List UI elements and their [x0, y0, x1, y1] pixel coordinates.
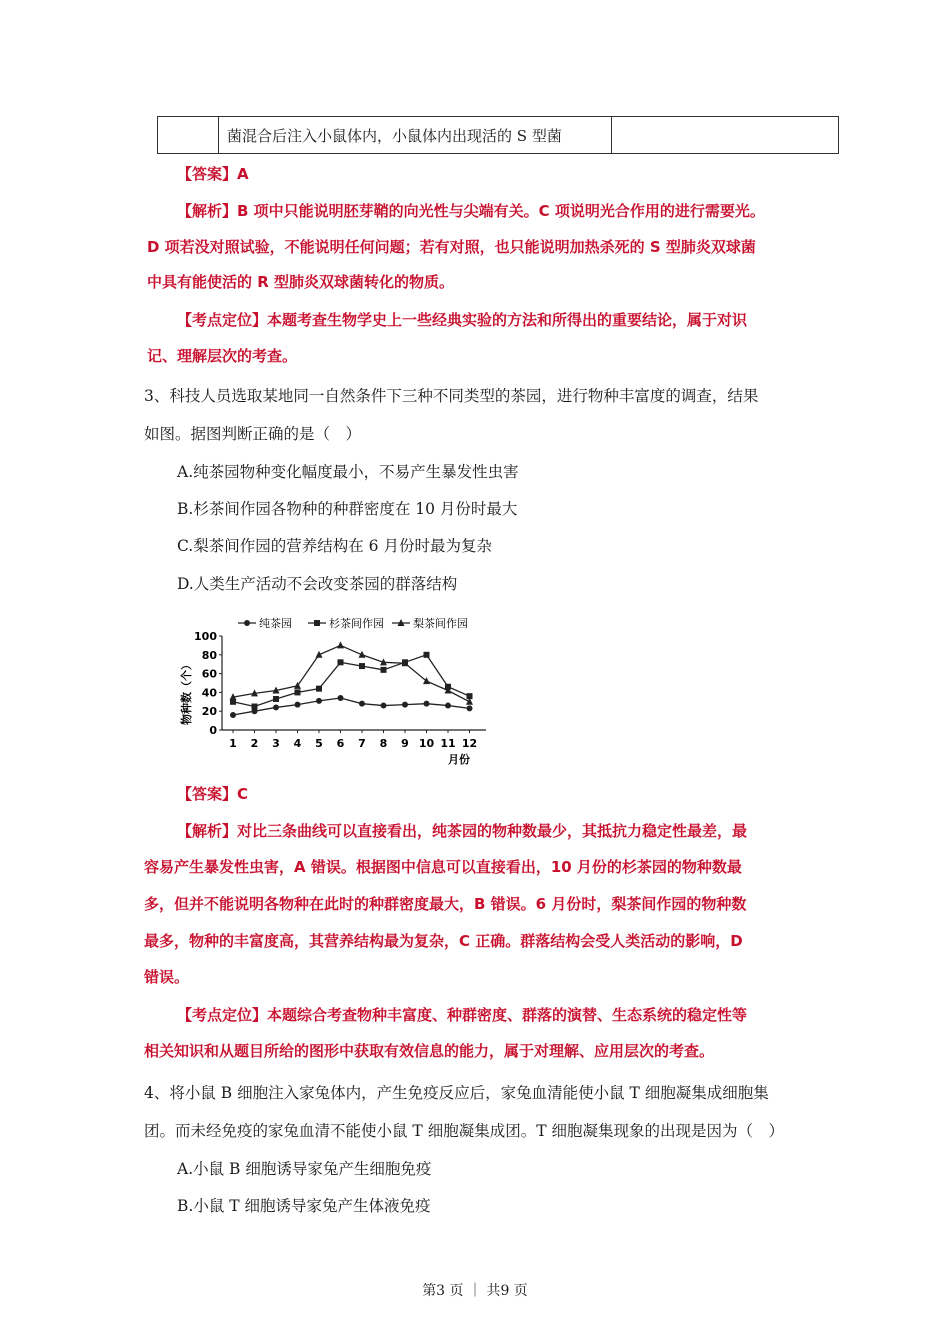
y-tick-label: 100: [194, 630, 217, 643]
x-tick-label: 11: [440, 737, 456, 750]
q3-point-line-1: 【考点定位】本题综合考查物种丰富度、种群密度、群落的演替、生态系统的稳定性等: [177, 1006, 748, 1024]
q3-answer: 【答案】C: [177, 785, 249, 803]
data-point: [295, 702, 301, 708]
q3-stem-line-1: 3、科技人员选取某地同一自然条件下三种不同类型的茶园，进行物种丰富度的调查，结果: [144, 387, 759, 405]
data-point: [381, 703, 387, 709]
data-point: [424, 652, 430, 658]
series-line: [233, 698, 470, 715]
q3-analysis-line-2: 容易产生暴发性虫害，A 错误。根据图中信息可以直接看出，10 月份的杉茶园的物种数最: [144, 858, 742, 876]
data-point: [402, 702, 408, 708]
data-point: [314, 620, 320, 626]
q3-option-a: A.纯茶园物种变化幅度最小，不易产生暴发性虫害: [177, 463, 519, 481]
q3-analysis-line-1: 【解析】对比三条曲线可以直接看出，纯茶园的物种数最少，其抵抗力稳定性最差，最: [177, 822, 748, 840]
q2-analysis-line-3: 中具有能使活的 R 型肺炎双球菌转化的物质。: [147, 273, 454, 291]
q3-stem-line-2: 如图。据图判断正确的是（ ）: [144, 425, 362, 443]
y-tick-label: 60: [201, 667, 217, 681]
y-tick-label: 0: [209, 724, 217, 737]
x-tick-label: 1: [229, 737, 237, 750]
q4-stem-line-1: 4、将小鼠 B 细胞注入家兔体内，产生免疫反应后，家兔血清能使小鼠 T 细胞凝集成细胞集: [144, 1084, 769, 1102]
chart-series-group: [230, 641, 474, 718]
q4-option-a: A.小鼠 B 细胞诱导家兔产生细胞免疫: [177, 1160, 432, 1178]
data-point: [424, 701, 430, 707]
table-cell-content: 菌混合后注入小鼠体内，小鼠体内出现活的 S 型菌: [219, 117, 612, 154]
x-tick-label: 4: [293, 737, 302, 750]
q3-option-c: C.梨茶间作园的营养结构在 6 月份时最为复杂: [177, 537, 492, 555]
q2-point-line-1: 【考点定位】本题考查生物学史上一些经典实验的方法和所得出的重要结论，属于对识: [177, 311, 748, 329]
data-point: [359, 701, 365, 707]
data-point: [273, 696, 279, 702]
q2-analysis-line-2: D 项若没对照试验，不能说明任何问题；若有对照，也只能说明加热杀死的 S 型肺炎双球菌: [147, 238, 756, 256]
q3-option-b: B.杉茶间作园各物种的种群密度在 10 月份时最大: [177, 500, 518, 518]
data-point: [423, 677, 430, 684]
chart-xlabel: 月份: [448, 753, 470, 766]
q3-analysis-line-3: 多，但并不能说明各物种在此时的种群密度最大，B 错误。6 月份时，梨茶间作园的物种数: [144, 895, 747, 913]
x-tick-label: 6: [336, 737, 345, 750]
table-cell-empty: [612, 117, 839, 154]
data-point: [381, 667, 387, 673]
data-point: [359, 663, 365, 669]
series-line: [233, 655, 470, 707]
page-footer: 第3 页 ｜ 共9 页: [422, 1283, 528, 1299]
carryover-table: [157, 116, 839, 154]
x-tick-label: 3: [272, 737, 280, 750]
table-cell-empty: [158, 117, 219, 154]
x-tick-label: 10: [418, 737, 435, 750]
legend-label: 梨茶间作园: [413, 617, 468, 630]
data-point: [273, 704, 279, 710]
species-chart: [180, 608, 500, 770]
data-point: [445, 703, 451, 709]
y-tick-label: 40: [201, 686, 217, 700]
data-point: [295, 689, 301, 695]
x-tick-label: 2: [250, 737, 259, 750]
table-row: [158, 117, 839, 154]
series-3: [230, 641, 474, 704]
q2-analysis-line-1: 【解析】B 项中只能说明胚芽鞘的向光性与尖端有关。C 项说明光合作用的进行需要光。: [177, 202, 765, 220]
q3-option-d: D.人类生产活动不会改变茶园的群落结构: [177, 575, 458, 593]
legend-label: 杉茶间作园: [329, 617, 384, 630]
data-point: [337, 641, 344, 648]
x-tick-label: 8: [379, 737, 388, 750]
q4-option-b: B.小鼠 T 细胞诱导家兔产生体液免疫: [177, 1197, 431, 1215]
q3-analysis-line-5: 错误。: [144, 968, 190, 986]
data-point: [316, 698, 322, 704]
data-point: [338, 695, 344, 701]
x-tick-label: 5: [315, 737, 323, 750]
data-point: [244, 620, 250, 626]
chart-ylabel: 物种数（个）: [180, 659, 193, 725]
data-point: [230, 712, 236, 718]
series-1: [230, 695, 473, 718]
y-tick-label: 20: [201, 705, 217, 719]
x-tick-label: 7: [358, 737, 366, 750]
q3-analysis-line-4: 最多，物种的丰富度高，其营养结构最为复杂，C 正确。群落结构会受人类活动的影响，D: [144, 932, 743, 950]
q4-stem-line-2: 团。而未经免疫的家兔血清不能使小鼠 T 细胞凝集成团。T 细胞凝集现象的出现是因为（ ）: [144, 1122, 784, 1140]
series-line: [233, 645, 470, 701]
chart-legend: [238, 616, 468, 630]
q3-point-line-2: 相关知识和从题目所给的图形中获取有效信息的能力，属于对理解、应用层次的考查。: [144, 1042, 715, 1060]
q2-point-line-2: 记、理解层次的考查。: [147, 347, 298, 365]
data-point: [338, 659, 344, 665]
data-point: [252, 704, 258, 710]
data-point: [467, 705, 473, 711]
q2-answer: 【答案】A: [177, 165, 249, 183]
x-tick-label: 9: [401, 737, 409, 750]
legend-label: 纯茶园: [259, 617, 292, 630]
x-tick-label: 12: [461, 737, 478, 750]
data-point: [316, 686, 322, 692]
y-tick-label: 80: [201, 648, 217, 662]
